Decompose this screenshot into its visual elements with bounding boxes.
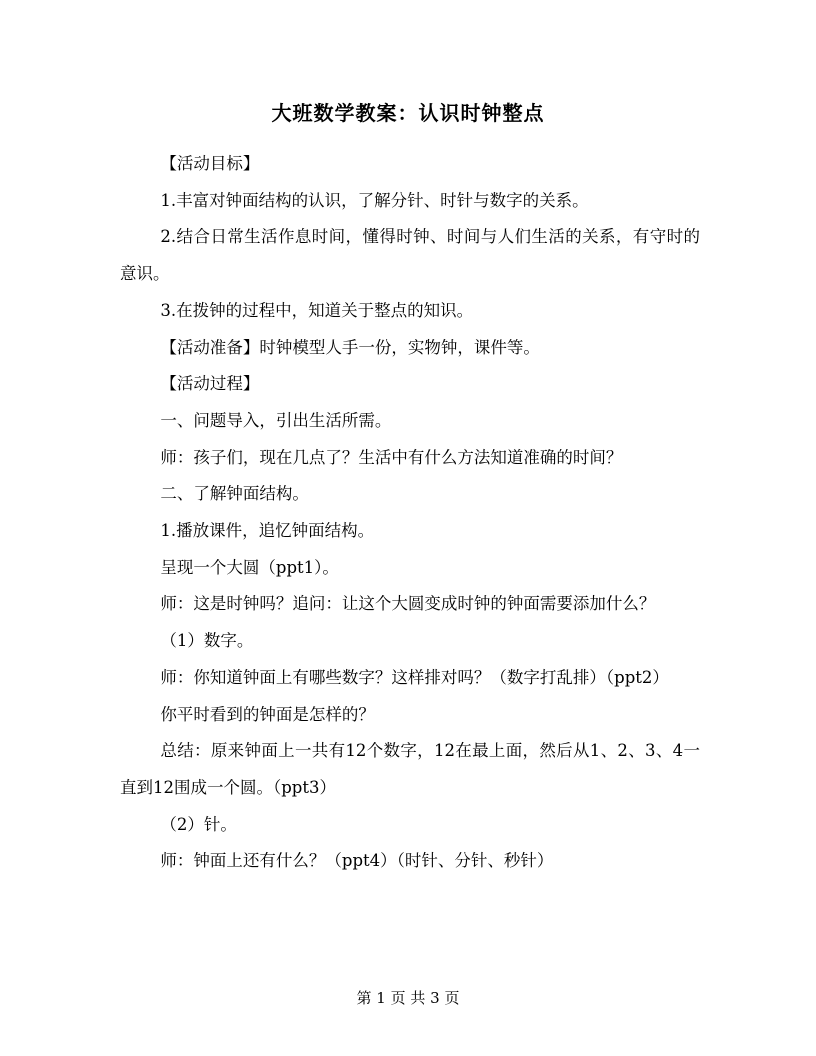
summary-paragraph: 总结：原来钟面上一共有12个数字，12在最上面，然后从1、2、3、4一直到12围成一个圆。（ppt3） <box>120 741 700 797</box>
document-title: 大班数学教案：认识时钟整点 <box>271 101 545 125</box>
process-substep: 1.播放课件，追忆钟面结构。 <box>160 521 375 541</box>
list-subitem: （1）数字。 <box>160 631 254 651</box>
section-preparation: 【活动准备】时钟模型人手一份，实物钟，课件等。 <box>160 337 540 357</box>
page-footer: 第 1 页 共 3 页 <box>356 989 460 1007</box>
teacher-line: 师：孩子们，现在几点了？生活中有什么方法知道准确的时间？ <box>160 447 623 467</box>
teacher-line: 师：钟面上还有什么？（ppt4）（时针、分针、秒针） <box>160 851 554 871</box>
section-heading-goals: 【活动目标】 <box>160 154 260 173</box>
section-heading-process: 【活动过程】 <box>160 374 260 394</box>
document-body <box>120 146 700 880</box>
goal-item: 2.结合日常生活作息时间，懂得时钟、时间与人们生活的关系，有守时的意识。 <box>120 227 700 284</box>
body-paragraph: 呈现一个大圆（ppt1）。 <box>160 557 339 577</box>
goal-item: 1.丰富对钟面结构的认识，了解分针、时针与数字的关系。 <box>160 190 589 210</box>
teacher-line: 师：你知道钟面上有哪些数字？这样排对吗？（数字打乱排）（ppt2） <box>160 667 669 687</box>
process-step: 二、了解钟面结构。 <box>160 484 309 504</box>
goal-item: 3.在拨钟的过程中，知道关于整点的知识。 <box>160 300 474 320</box>
teacher-line: 师：这是时钟吗？追问：让这个大圆变成时钟的钟面需要添加什么？ <box>160 594 656 614</box>
list-subitem: （2）针。 <box>160 814 237 834</box>
process-step: 一、问题导入，引出生活所需。 <box>160 410 392 430</box>
body-paragraph: 你平时看到的钟面是怎样的？ <box>160 704 375 724</box>
